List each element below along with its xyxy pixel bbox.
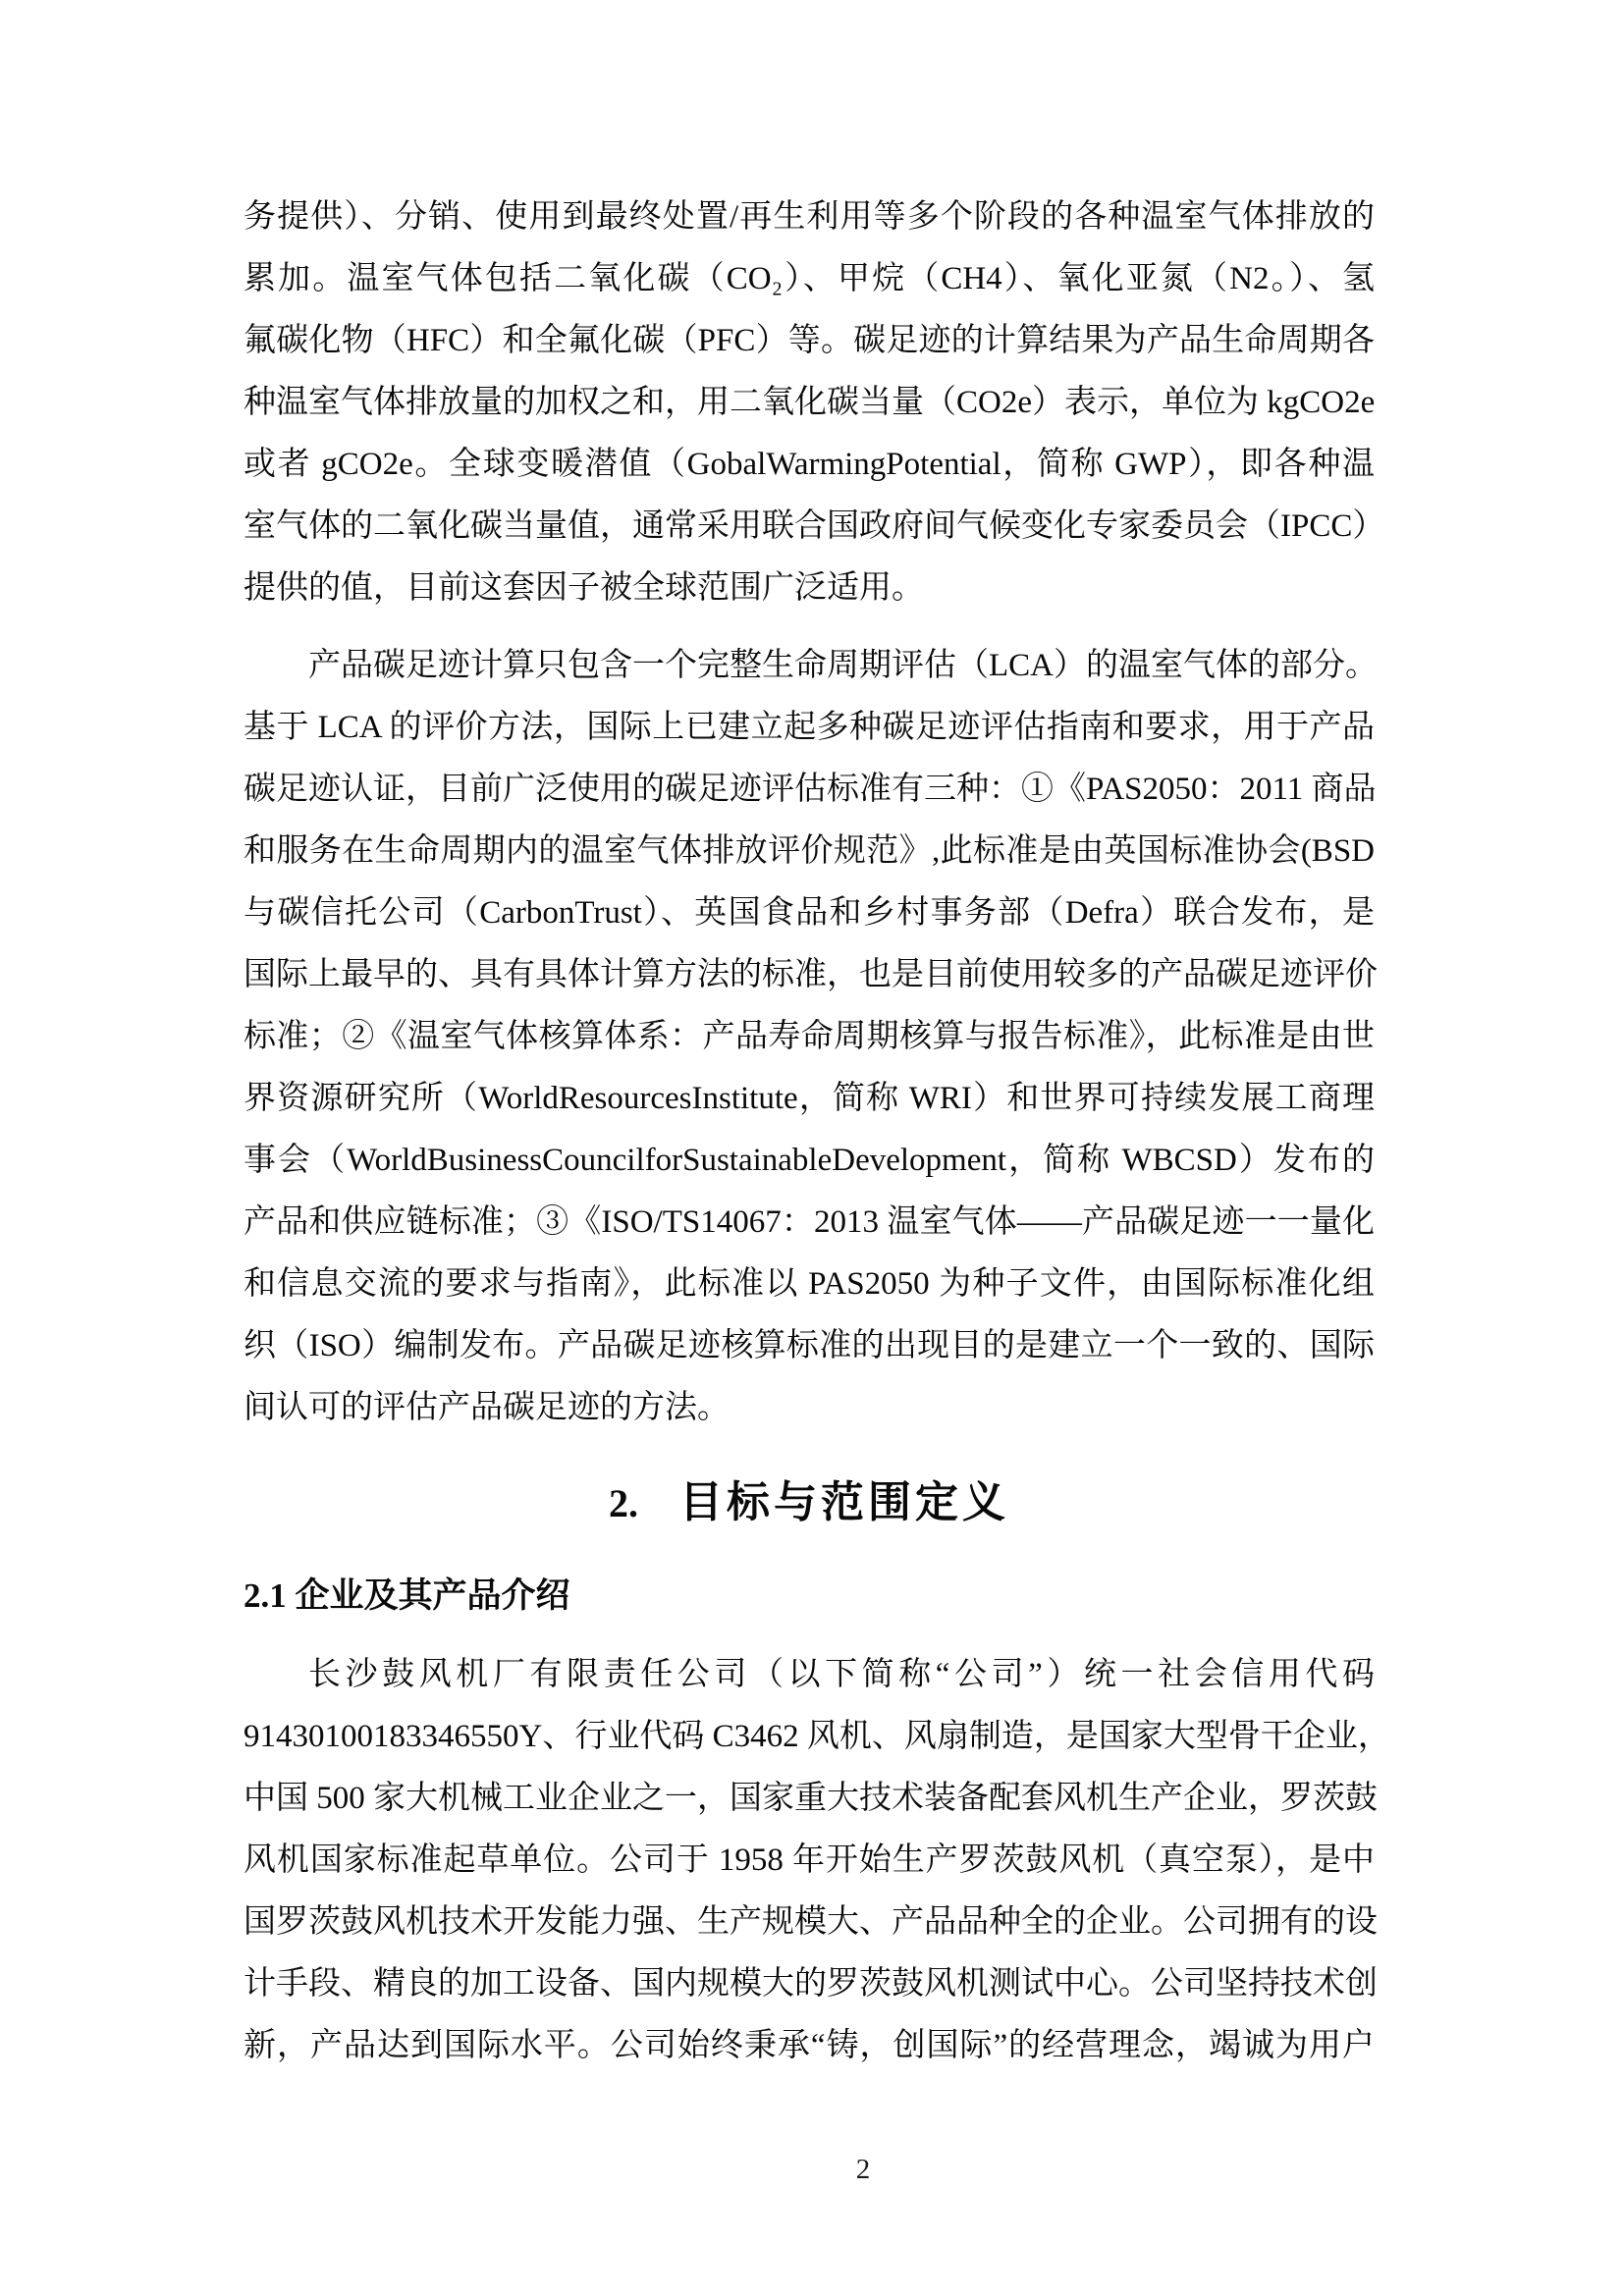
- body-line: 风机国家标准起草单位。公司于 1958 年开始生产罗茨鼓风机（真空泵），是中: [243, 1842, 1375, 1878]
- section-heading: 2.1 企业及其产品介绍: [243, 1576, 570, 1615]
- body-line: 累加。温室气体包括二氧化碳（CO₂）、甲烷（CH4）、氧化亚氮（N2。）、氢: [243, 261, 1375, 296]
- body-line: 碳足迹认证，目前广泛使用的碳足迹评估标准有三种：①《PAS2050：2011 商品: [243, 772, 1377, 807]
- body-line: 产品碳足迹计算只包含一个完整生命周期评估（LCA）的温室气体的部分。: [308, 648, 1378, 683]
- paragraph-3: [243, 1644, 1390, 2077]
- body-line: 基于 LCA 的评价方法，国际上已建立起多种碳足迹评估指南和要求，用于产品: [243, 710, 1375, 745]
- body-line: 标准；②《温室气体核算体系：产品寿命周期核算与报告标准》，此标准是由世: [243, 1019, 1375, 1054]
- body-line: 或者 gCO2e。全球变暖潜值（GobalWarmingPotential，简称 GWP），即各种温: [243, 447, 1375, 482]
- body-line: 国际上最早的、具有具体计算方法的标准，也是目前使用较多的产品碳足迹评价: [243, 957, 1378, 992]
- paragraph-2: [243, 635, 1378, 1439]
- body-line: 事会（WorldBusinessCouncilforSustainableDevelopment，简称 WBCSD）发布的: [243, 1143, 1375, 1178]
- chapter-title: 目标与范围定义: [679, 1478, 1009, 1526]
- body-line: 计手段、精良的加工设备、国内规模大的罗茨鼓风机测试中心。公司坚持技术创: [243, 1966, 1378, 2002]
- body-line: 91430100183346550Y、行业代码 C3462 风机、风扇制造，是国家大型骨干企业，: [243, 1719, 1390, 1754]
- body-line: 与碳信托公司（CarbonTrust）、英国食品和乡村事务部（Defra）联合发布，是: [243, 895, 1375, 931]
- body-line: 新，产品达到国际水平。公司始终秉承“铸，创国际”的经营理念，竭诚为用户: [243, 2028, 1375, 2063]
- body-line: 务提供）、分销、使用到最终处置/再生利用等多个阶段的各种温室气体排放的: [243, 199, 1375, 235]
- body-line: 中国 500 家大机械工业企业之一，国家重大技术装备配套风机生产企业，罗茨鼓: [243, 1781, 1378, 1816]
- body-line: 织（ISO）编制发布。产品碳足迹核算标准的出现目的是建立一个一致的、国际: [243, 1328, 1375, 1363]
- body-line: 种温室气体排放量的加权之和，用二氧化碳当量（CO2e）表示，单位为 kgCO2e: [243, 385, 1376, 420]
- body-line: 氟碳化物（HFC）和全氟化碳（PFC）等。碳足迹的计算结果为产品生命周期各: [243, 323, 1375, 358]
- body-line: 国罗茨鼓风机技术开发能力强、生产规模大、产品品种全的企业。公司拥有的设: [243, 1904, 1378, 1940]
- chapter-heading: [243, 1468, 1375, 1537]
- page-number: 2: [855, 2154, 871, 2185]
- body-line: 和信息交流的要求与指南》，此标准以 PAS2050 为种子文件，由国际标准化组: [243, 1266, 1375, 1302]
- body-line: 室气体的二氧化碳当量值，通常采用联合国政府间气候变化专家委员会（IPCC）: [243, 508, 1385, 544]
- paragraph-1: [243, 187, 1385, 619]
- body-line: 提供的值，目前这套因子被全球范围广泛适用。: [243, 570, 924, 606]
- body-line: 产品和供应链标准；③《ISO/TS14067：2013 温室气体——产品碳足迹一一量化: [243, 1204, 1375, 1240]
- chapter-number: 2.: [609, 1481, 638, 1525]
- text-block: [243, 187, 1390, 2077]
- body-line: 和服务在生命周期内的温室气体排放评价规范》,此标准是由英国标准协会(BSD: [243, 833, 1375, 869]
- body-line: 界资源研究所（WorldResourcesInstitute，简称 WRI）和世界可持续发展工商理: [243, 1081, 1375, 1116]
- body-line: 长沙鼓风机厂有限责任公司（以下简称“公司”）统一社会信用代码: [308, 1657, 1375, 1692]
- body-line: 间认可的评估产品碳足迹的方法。: [243, 1390, 730, 1425]
